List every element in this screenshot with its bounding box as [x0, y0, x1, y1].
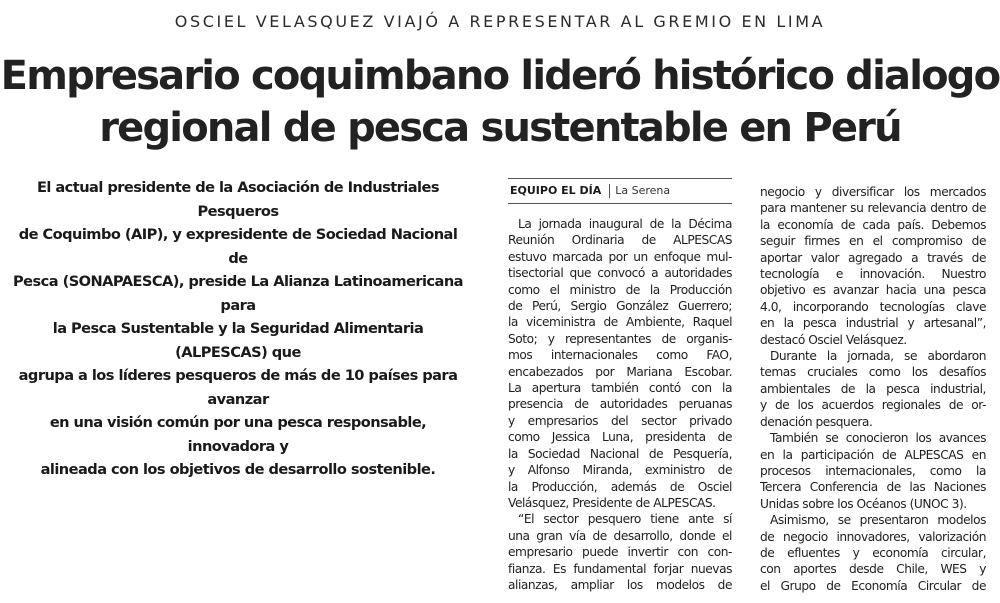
body-line: tecnología e innovación. Nuestro [760, 267, 986, 282]
body-line: También se conocieron los avances [770, 431, 986, 446]
body-line: La apertura también contó con la [508, 381, 732, 396]
byline-author: EQUIPO EL DÍA [510, 184, 602, 197]
body-line: de negocio innovadores, valorización [760, 529, 986, 544]
headline-line-1: Empresario coquimbano lideró histórico dialogo [0, 53, 1000, 99]
byline [508, 178, 732, 204]
body-line: alianzas, ampliar los modelos de [508, 577, 732, 592]
body-line: Durante la jornada, se abordaron [770, 349, 986, 364]
body-line: fianza. Es fundamental forjar nuevas [508, 561, 732, 576]
byline-location: La Serena [615, 184, 671, 197]
body-line: encabezados por Mariana Escobar. [508, 364, 732, 379]
body-line: Reunión Ordinaria de ALPESCAS [508, 233, 732, 248]
body-line: temas cruciales como los desafíos [760, 365, 986, 380]
deck-line: El actual presidente de la Asociación de Industriales Pesqueros [36, 179, 439, 220]
deck-line: agrupa a los líderes pesqueros de más de 10 países para avanzar [18, 367, 458, 408]
body-line: Tercera Conferencia de las Naciones [760, 480, 986, 495]
body-line: Velásquez, Presidente de ALPESCAS. [508, 495, 716, 510]
deck-line: de Coquimbo (AIP), y expresidente de Sociedad Nacional de [18, 226, 458, 267]
body-line: estuvo marcada por un enfoque mul- [508, 249, 732, 264]
body-line: para mantener su relevancia dentro de [760, 201, 986, 216]
body-line: aportar valor agregado a través de [760, 250, 986, 265]
body-line: con aportes desde Chile, WES y [760, 562, 986, 577]
body-line: y Alfonso Miranda, exministro de [508, 463, 732, 478]
body-line: y de los acuerdos regionales de or- [760, 398, 986, 413]
body-line: Unidas sobre los Océanos (UNOC 3). [760, 496, 967, 511]
article-column-1 [508, 216, 732, 593]
body-line: mos internacionales como FAO, [508, 348, 732, 363]
body-line: La jornada inaugural de la Décima [518, 217, 732, 231]
body-line: de efluentes y economía circular, [760, 545, 986, 560]
body-line: una gran vía de desarrollo, donde el [508, 528, 732, 543]
body-line: Soto; y representantes de organis- [508, 331, 732, 346]
body-line: procesos internacionales, como la [760, 463, 986, 478]
kicker: OSCIEL VELASQUEZ VIAJÓ A REPRESENTAR AL GREMIO EN LIMA [174, 12, 826, 31]
body-line: objetivo es avanzar hacia una pesca [760, 283, 986, 298]
article-column-2 [760, 184, 986, 594]
body-line: tisectorial que convocó a autoridades [508, 266, 732, 281]
body-line: como el ministro de la Producción [508, 282, 732, 297]
body-line: de Perú, Sergio González Guerrero; [508, 299, 732, 314]
body-line: la viceministra de Ambiente, Raquel [508, 315, 732, 330]
body-line: 4.0, incorporando tecnologías clave [760, 299, 986, 314]
deck-line: alineada con los objetivos de desarrollo sostenible. [40, 461, 436, 478]
body-line: ambientales de la pesca industrial, [760, 381, 986, 396]
deck-summary [8, 176, 468, 482]
body-line: presencia de autoridades peruanas [508, 397, 732, 412]
headline [0, 50, 1000, 154]
body-line: en la participación de ALPESCAS en [760, 447, 986, 462]
body-line: en la pesca industrial y artesanal”, [760, 316, 986, 331]
body-line: el Grupo de Economía Circular de [760, 578, 986, 593]
body-line: destacó Osciel Velásquez. [760, 332, 907, 347]
body-line: la Producción, además de Osciel [508, 479, 732, 494]
headline-line-2: regional de pesca sustentable en Perú [99, 105, 901, 151]
deck-line: la Pesca Sustentable y la Seguridad Alimentaria (ALPESCAS) que [52, 320, 424, 361]
body-line: “El sector pesquero tiene ante sí [518, 512, 732, 527]
body-line: y empresarios del sector privado [508, 413, 732, 428]
body-line: negocio y diversificar los mercados [760, 185, 986, 199]
body-line: la Sociedad Nacional de Pesquería, [508, 446, 732, 461]
deck-line: Pesca (SONAPAESCA), preside La Alianza Latinoamericana para [13, 273, 463, 314]
byline-divider [609, 184, 610, 198]
deck-line: en una visión común por una pesca responsable, innovadora y [49, 414, 427, 455]
body-line: Asimismo, se presentaron modelos [770, 513, 986, 528]
body-line: denación pesquera. [760, 414, 873, 429]
body-line: empresario puede invertir con con- [508, 545, 732, 560]
body-line: la economía de cada país. Debemos [760, 217, 986, 232]
body-line: como Jessica Luna, presidenta de [508, 430, 732, 445]
body-line: seguir firmes en el compromiso de [760, 234, 986, 249]
